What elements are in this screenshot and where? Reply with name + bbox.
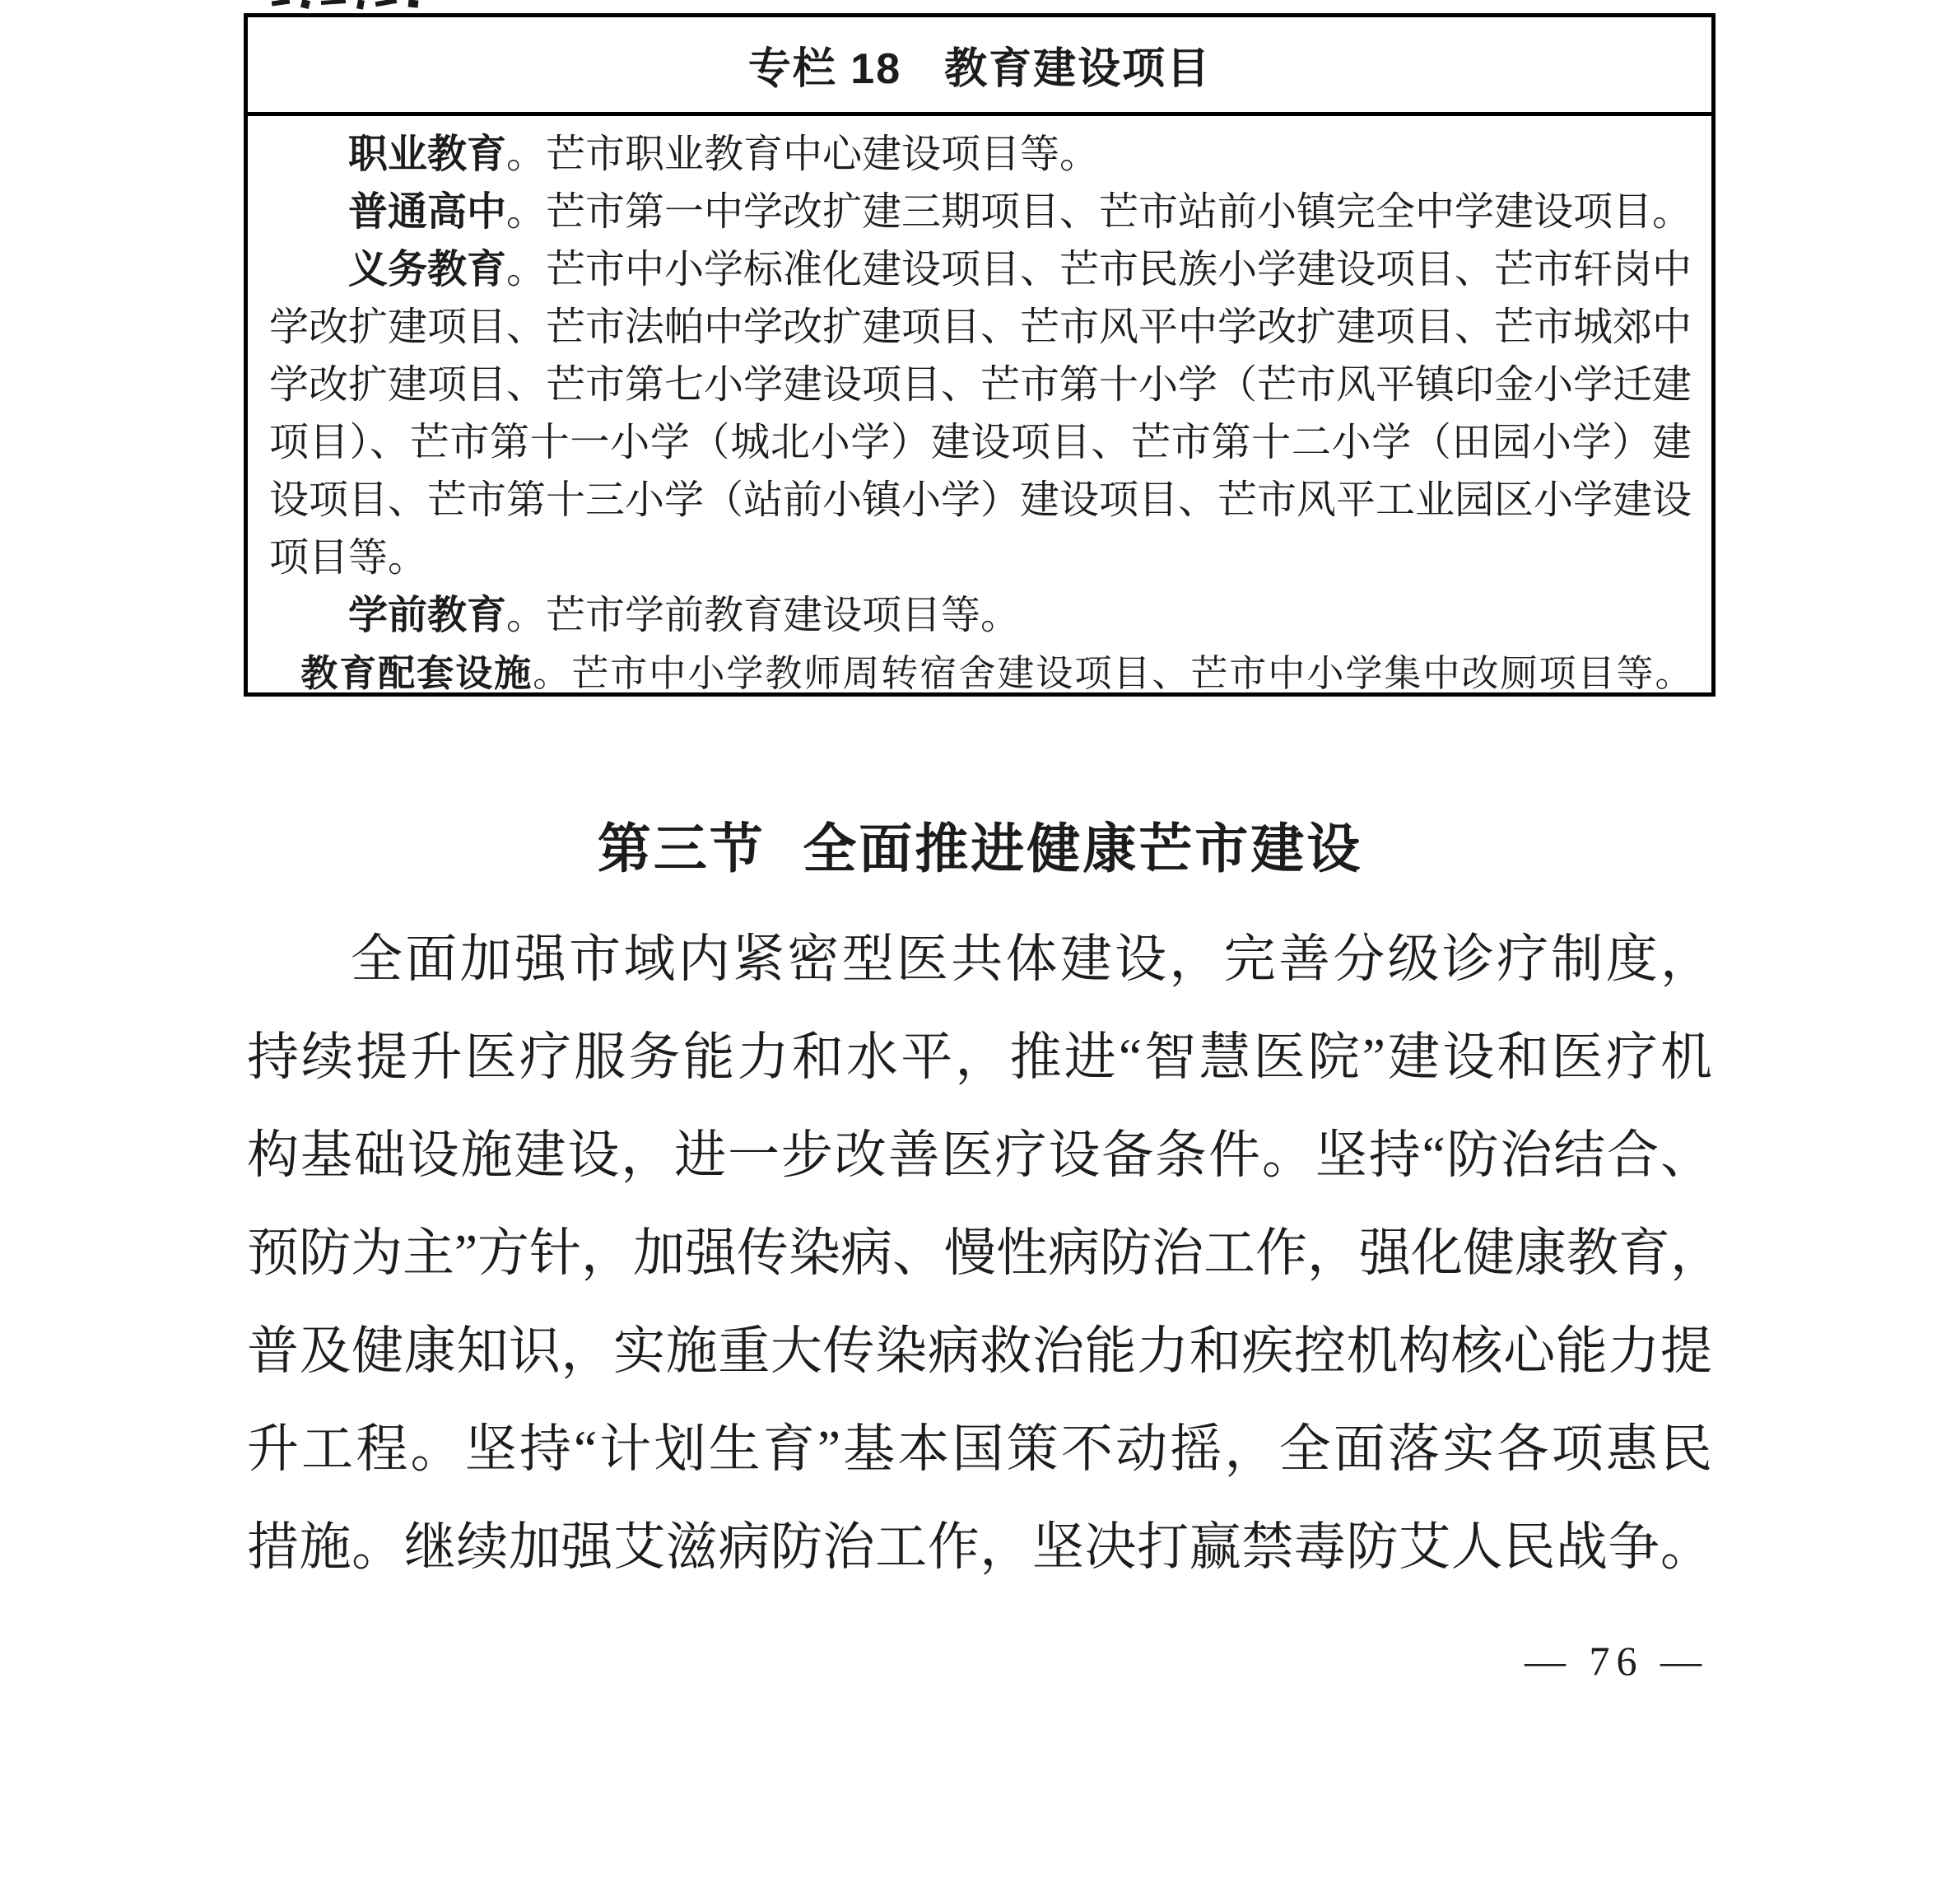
panel-title — [248, 17, 1711, 116]
item-separator: 。 — [506, 594, 547, 637]
item-separator: 。 — [506, 190, 547, 234]
panel-item-preschool-education — [269, 587, 1692, 645]
item-label: 学前教育 — [348, 594, 507, 637]
body-line: 持续提升医疗服务能力和水平，推进“智慧医院”建设和医疗机 — [247, 1028, 1712, 1086]
panel-item-compulsory-education-line: 设项目、芒市第十三小学（站前小镇小学）建设项目、芒市风平工业园区小学建设 — [269, 478, 1692, 522]
item-text: 芒市第一中学改扩建三期项目、芒市站前小镇完全中学建设项目。 — [546, 190, 1692, 234]
panel-item-compulsory-education-line — [269, 241, 1692, 299]
panel-item-vocational-education — [269, 126, 1692, 184]
body-paragraph — [247, 911, 1722, 1597]
body-line: 措施。继续加强艾滋病防治工作，坚决打赢禁毒防艾人民战争。 — [247, 1518, 1712, 1576]
item-label: 义务教育 — [348, 248, 507, 291]
panel-title-number: 专栏 18 — [747, 45, 902, 93]
body-line: 全面加强市域内紧密型医共体建设，完善分级诊疗制度， — [351, 930, 1712, 988]
item-label: 教育配套设施 — [300, 653, 533, 694]
item-text: 芒市学前教育建设项目等。 — [546, 594, 1021, 637]
item-separator: 。 — [506, 248, 547, 291]
panel-item-regular-high-school — [269, 184, 1692, 241]
panel-item-compulsory-education-line: 学改扩建项目、芒市第七小学建设项目、芒市第十小学（芒市风平镇印金小学迁建 — [269, 363, 1692, 407]
item-text: 芒市中小学标准化建设项目、芒市民族小学建设项目、芒市轩岗中 — [546, 248, 1692, 291]
body-line: 升工程。坚持“计划生育”基本国策不动摇，全面落实各项惠民 — [247, 1420, 1712, 1478]
section-heading — [0, 811, 1960, 887]
section-title: 全面推进健康芒市建设 — [803, 818, 1363, 879]
body-line: 普及健康知识，实施重大传染病救治能力和疾控机构核心能力提 — [247, 1322, 1712, 1380]
panel-item-compulsory-education-line: 项目）、芒市第十一小学（城北小学）建设项目、芒市第十二小学（田园小学）建 — [269, 421, 1692, 464]
section-number: 第三节 — [597, 818, 766, 879]
panel-item-compulsory-education-line: 项目等。 — [269, 536, 428, 580]
body-line: 构基础设施建设，进一步改善医疗设备条件。坚持“防治结合、 — [247, 1126, 1712, 1184]
item-separator: 。 — [506, 133, 547, 176]
panel-body — [248, 116, 1711, 702]
item-label: 职业教育 — [348, 133, 507, 176]
item-label: 普通高中 — [348, 190, 507, 234]
panel-item-compulsory-education-line: 学改扩建项目、芒市法帕中学改扩建项目、芒市风平中学改扩建项目、芒市城郊中 — [269, 305, 1692, 349]
item-text: 芒市中小学教师周转宿舍建设项目、芒市中小学集中改厕项目等。 — [571, 653, 1692, 694]
item-text: 芒市职业教育中心建设项目等。 — [546, 133, 1100, 176]
clipped-print-artifact — [272, 0, 543, 11]
panel-item-supporting-facilities — [269, 645, 1692, 702]
panel-title-text: 教育建设项目 — [944, 45, 1212, 93]
page-number: — 76 — — [1525, 1638, 1708, 1684]
body-line: 预防为主”方针，加强传染病、慢性病防治工作，强化健康教育， — [247, 1224, 1722, 1282]
item-separator: 。 — [533, 653, 572, 694]
education-projects-panel — [244, 13, 1716, 697]
